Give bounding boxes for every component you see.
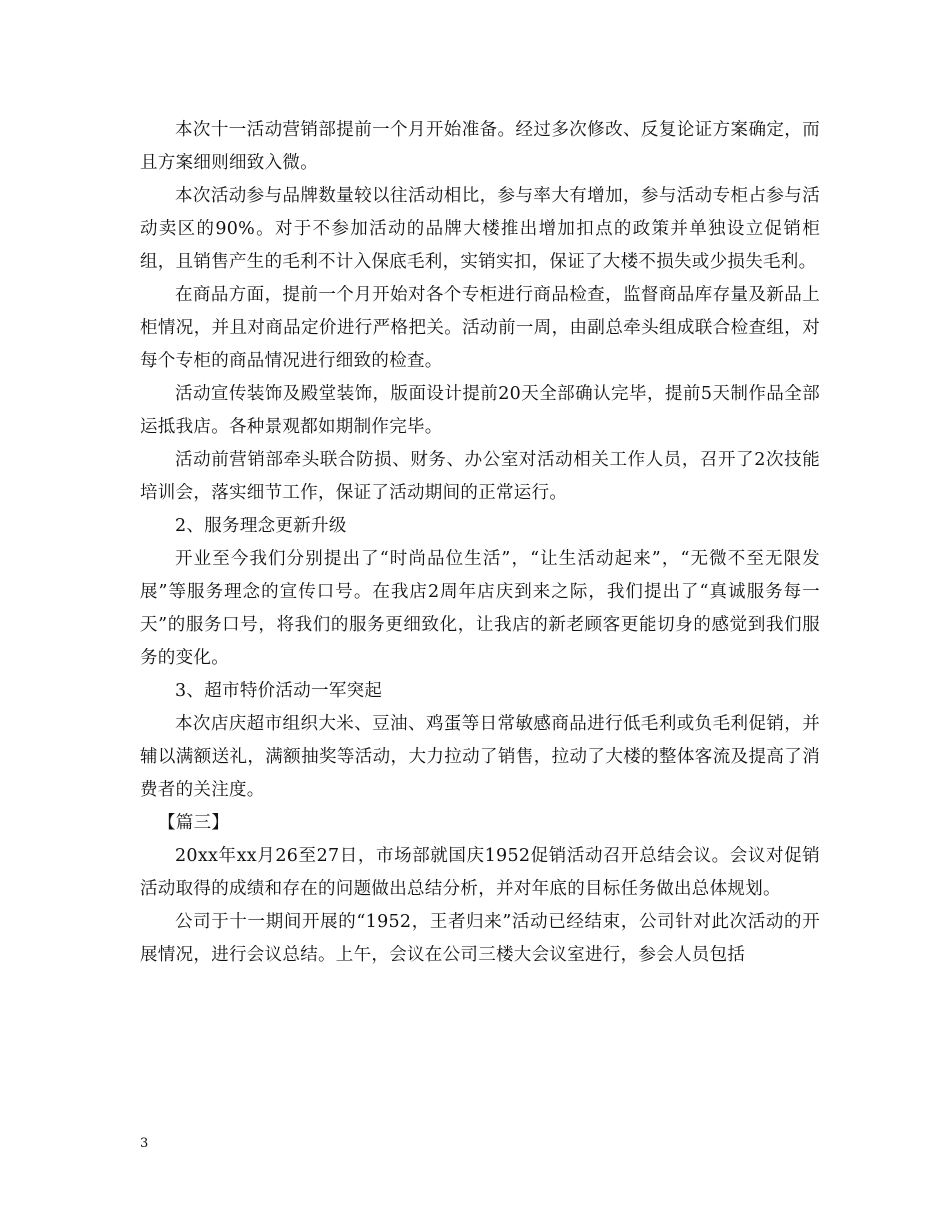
section-heading-service: 2、服务理念更新升级 xyxy=(175,516,347,536)
paragraph-8: 20xx年xx月26至27日，市场部就国庆1952促销活动召开总结会议。会议对促销活动取得的成绩和存在的问题做出总结分析，并对年底的目标任务做出总体规划。 xyxy=(140,846,820,899)
paragraph-1: 本次十一活动营销部提前一个月开始准备。经过多次修改、反复论证方案确定，而且方案细则细致入微。 xyxy=(140,120,820,173)
paragraph-3: 在商品方面，提前一个月开始对各个专柜进行商品检查，监督商品库存量及新品上柜情况，并且对商品定价进行严格把关。活动前一周，由副总牵头组成联合检查组，对每个专柜的商品情况进行细致的检查。 xyxy=(140,285,820,371)
document-body xyxy=(140,114,820,972)
section-heading-supermarket: 3、超市特价活动一军突起 xyxy=(175,681,383,701)
paragraph-5: 活动前营销部牵头联合防损、财务、办公室对活动相关工作人员，召开了2次技能培训会，落实细节工作，保证了活动期间的正常运行。 xyxy=(140,450,820,503)
paragraph-9: 公司于十一期间开展的“1952，王者归来”活动已经结束，公司针对此次活动的开展情况，进行会议总结。上午，会议在公司三楼大会议室进行，参会人员包括 xyxy=(140,912,820,965)
paragraph-6: 开业至今我们分别提出了“时尚品位生活”，“让生活动起来”，“无微不至无限发展”等服务理念的宣传口号。在我店2周年店庆到来之际，我们提出了“真诚服务每一天”的服务口号，将我们的服务更细致化，让我店的新老顾客更能切身的感觉到我们服务的变化。 xyxy=(140,549,820,668)
paragraph-4: 活动宣传装饰及殿堂装饰，版面设计提前20天全部确认完毕，提前5天制作品全部运抵我店。各种景观都如期制作完毕。 xyxy=(140,384,820,437)
paragraph-7: 本次店庆超市组织大米、豆油、鸡蛋等日常敏感商品进行低毛利或负毛利促销，并辅以满额送礼，满额抽奖等活动，大力拉动了销售，拉动了大楼的整体客流及提高了消费者的关注度。 xyxy=(140,714,820,800)
section-heading-part-three: 【篇三】 xyxy=(158,813,230,833)
page-number: 3 xyxy=(140,1136,149,1151)
paragraph-2: 本次活动参与品牌数量较以往活动相比，参与率大有增加，参与活动专柜占参与活动卖区的90%。对于不参加活动的品牌大楼推出增加扣点的政策并单独设立促销柜组，且销售产生的毛利不计入保底毛利，实销实扣，保证了大楼不损失或少损失毛利。 xyxy=(140,186,820,272)
